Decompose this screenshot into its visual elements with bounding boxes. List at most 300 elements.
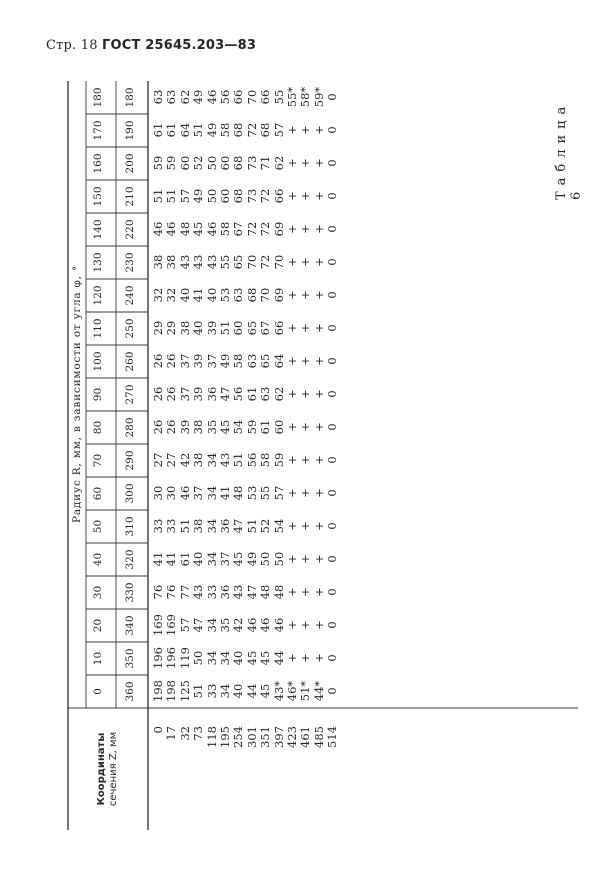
radius-value: 47 [217,386,232,402]
radius-value: 0 [325,126,340,134]
radius-column [152,575,339,609]
radius-value: + [311,389,326,399]
radius-value: 34 [217,683,232,699]
radius-value: + [298,554,313,564]
radius-value: 61 [258,419,273,435]
z-value: 514 [325,726,340,748]
radius-value: 70 [244,89,259,105]
radius-value: + [298,125,313,135]
radius-value: 50 [204,188,219,204]
radius-value: 34 [204,551,219,567]
radius-value: 49 [244,551,259,567]
radius-value: 38 [191,452,206,468]
radius-value: 51 [191,683,206,699]
radius-value: 46 [164,221,179,237]
stub-title [68,708,148,830]
radius-value: + [284,356,299,366]
angle-header-bottom: 240 [124,285,136,306]
radius-value: + [311,455,326,465]
radius-column [152,377,339,411]
radius-value: 39 [204,320,219,336]
radius-value: 59 [151,155,165,171]
radius-value: 26 [164,386,179,402]
radius-value: 46 [177,485,192,501]
radius-value: 45 [258,683,273,699]
radius-value: 125 [177,680,192,702]
radius-value: 58* [298,86,313,108]
radius-value: 48 [177,221,192,237]
radius-value: 0 [325,522,340,530]
radius-value: 65 [244,320,259,336]
radius-value: 37 [177,353,192,369]
radius-value: 45 [191,221,206,237]
z-value: 423 [284,726,299,748]
radius-value: 45 [231,551,246,567]
radius-value: 57 [177,617,192,633]
radius-value: + [311,554,326,564]
radius-value: 34 [217,650,232,666]
radius-value: 76 [164,584,179,600]
angle-header-bottom: 270 [124,384,136,405]
radius-value: 51 [151,188,165,204]
radius-value: 52 [191,155,206,171]
radius-value: 62 [271,155,286,171]
angle-header-bottom: 210 [124,186,136,207]
radius-value: 69 [271,221,286,237]
radius-value: 39 [177,419,192,435]
radius-value: 196 [151,647,165,669]
radius-value: 53 [217,287,232,303]
radius-value: 68 [231,155,246,171]
z-value: 254 [231,726,246,748]
radius-value: 58 [217,122,232,138]
radius-value: + [284,653,299,663]
radius-value: + [284,422,299,432]
radius-value: + [284,323,299,333]
radius-value: 39 [191,353,206,369]
radius-value: 56 [231,386,246,402]
radius-value: 42 [177,452,192,468]
angle-header-top: 20 [92,618,104,633]
angle-header-top: 170 [92,120,104,141]
angle-header-bottom: 350 [124,648,136,669]
radius-value: 33 [151,518,165,534]
radius-value: 68 [258,122,273,138]
radius-value: 26 [164,419,179,435]
radius-value: + [311,158,326,168]
radius-value: 0 [325,291,340,299]
radius-value: 43* [271,680,286,702]
radius-value: 37 [204,353,219,369]
radius-column [152,311,339,345]
angle-header-top: 0 [92,688,104,695]
radius-value: 72 [258,221,273,237]
angle-header-bottom: 280 [124,417,136,438]
radius-value: 35 [217,617,232,633]
radius-value: 38 [191,419,206,435]
radius-value: 44 [271,650,286,666]
radius-value: 70 [258,287,273,303]
radius-value: + [298,455,313,465]
radius-value: 46* [284,680,299,702]
radius-value: 34 [204,617,219,633]
radius-value: 27 [164,452,179,468]
radius-value: 55 [258,485,273,501]
radius-value: + [311,290,326,300]
radius-column [152,674,339,708]
radius-column [152,245,339,279]
radius-value: 26 [164,353,179,369]
radius-value: 34 [204,485,219,501]
radius-column [152,641,339,675]
radius-value: 37 [217,551,232,567]
radius-value: 60 [231,320,246,336]
radius-value: 72 [244,122,259,138]
radius-value: 0 [325,159,340,167]
radius-value: + [311,191,326,201]
radius-value: + [311,653,326,663]
radius-value: 51 [164,188,179,204]
radius-column [152,476,339,510]
radius-value: 72 [244,221,259,237]
angle-header-top: 160 [92,153,104,174]
radius-value: 40 [204,287,219,303]
radius-value: + [284,488,299,498]
radius-value: 46 [204,89,219,105]
angle-header-top: 80 [92,420,104,435]
radius-column [152,146,339,180]
radius-column [152,410,339,444]
radius-value: 40 [191,320,206,336]
radius-value: 45 [258,650,273,666]
radius-value: 49 [191,188,206,204]
z-value: 301 [244,726,259,748]
radius-value: 44 [244,683,259,699]
radius-value: + [284,125,299,135]
radius-value: 0 [325,192,340,200]
radius-value: 67 [231,221,246,237]
angle-header-top: 10 [92,651,104,666]
radius-value: 71 [258,155,273,171]
radius-value: 43 [191,584,206,600]
radius-value: 63 [231,287,246,303]
angle-header-bottom: 360 [124,681,136,702]
radius-value: 48 [231,485,246,501]
angle-header-top: 130 [92,252,104,273]
standard-number: ГОСТ 25645.203—83 [102,38,257,53]
radius-value: + [298,224,313,234]
radius-column [152,509,339,543]
radius-value: 61 [164,122,179,138]
radius-value: 57 [271,485,286,501]
radius-value: 53 [244,485,259,501]
radius-value: 61 [244,386,259,402]
radius-value: 26 [151,419,165,435]
radius-column [152,608,339,642]
radius-value: 54 [271,518,286,534]
radius-value: 29 [164,320,179,336]
radius-value: 67 [258,320,273,336]
radius-value: 0 [325,588,340,596]
radius-value: + [298,191,313,201]
radius-value: 61 [151,122,165,138]
angle-header-top: 50 [92,519,104,534]
radius-value: 51 [244,518,259,534]
radius-value: 73 [244,188,259,204]
radius-value: 46 [204,221,219,237]
radius-value: + [284,224,299,234]
radius-value: 55 [271,89,286,105]
radius-value: + [311,323,326,333]
radius-column [152,80,339,114]
radius-value: 51 [231,452,246,468]
radius-value: 63 [258,386,273,402]
radius-value: 59 [164,155,179,171]
radius-value: 48 [258,584,273,600]
radius-value: 62 [177,89,192,105]
radius-value: 0 [325,390,340,398]
radius-value: 52 [258,518,273,534]
radius-value: + [298,521,313,531]
radius-column [152,113,339,147]
radius-value: 62 [271,386,286,402]
radius-value: 59 [271,452,286,468]
angle-header-bottom: 230 [124,252,136,273]
radius-value: 73 [244,155,259,171]
angle-header-top: 100 [92,351,104,372]
angle-header-top: 110 [92,318,104,339]
radius-value: 169 [151,614,165,636]
radius-value: 59 [244,419,259,435]
radius-value: 0 [325,456,340,464]
angle-header-bottom: 260 [124,351,136,372]
page-header [46,38,256,53]
radius-value: 58 [258,452,273,468]
radius-value: 43 [204,254,219,270]
angle-header-bottom: 290 [124,450,136,471]
radius-value: 66 [271,188,286,204]
stub-title-line-1: Координаты [96,732,107,806]
radius-value: + [311,257,326,267]
radius-value: + [298,158,313,168]
angle-header-bottom: 330 [124,582,136,603]
radius-value: 64 [177,122,192,138]
radius-value: 38 [191,518,206,534]
radius-value: 47 [244,584,259,600]
radius-value: 34 [204,650,219,666]
radius-value: + [298,620,313,630]
radius-value: 43 [191,254,206,270]
angle-header-top: 30 [92,585,104,600]
radius-value: 51* [298,680,313,702]
angle-header-bottom: 320 [124,549,136,570]
angle-header-bottom: 300 [124,483,136,504]
radius-value: 69 [271,287,286,303]
z-value: 485 [311,726,326,748]
radius-value: + [298,290,313,300]
angle-header-top: 140 [92,219,104,240]
radius-value: 32 [164,287,179,303]
radius-value: 76 [151,584,165,600]
radius-value: 51 [217,320,232,336]
radius-value: 0 [325,555,340,563]
angle-header-bottom: 200 [124,153,136,174]
radius-value: 41 [191,287,206,303]
radius-value: 46 [258,617,273,633]
radius-value: + [311,587,326,597]
radius-value: 70 [244,254,259,270]
radius-value: 68 [231,188,246,204]
radius-value: + [311,422,326,432]
radius-value: 40 [177,287,192,303]
z-value: 118 [204,726,219,748]
radius-value: 38 [164,254,179,270]
radius-value: + [284,191,299,201]
radius-value: 68 [231,122,246,138]
radius-value: 36 [217,584,232,600]
radius-value: 68 [244,287,259,303]
radius-value: + [311,620,326,630]
radius-value: + [284,455,299,465]
radius-value: 60 [271,419,286,435]
radius-value: 57 [177,188,192,204]
radius-value: 46 [271,617,286,633]
radius-value: 60 [177,155,192,171]
angle-header-top: 60 [92,486,104,501]
radius-value: 60 [217,188,232,204]
z-coordinates [152,718,339,830]
radius-value: 198 [151,680,165,702]
radius-column [152,278,339,312]
angle-header-top: 40 [92,552,104,567]
radius-value: 49 [191,89,206,105]
radius-value: 29 [151,320,165,336]
radius-value: 55 [217,254,232,270]
radius-value: 43 [217,452,232,468]
radius-value: 43 [231,584,246,600]
radius-value: + [298,257,313,267]
radius-value: + [284,587,299,597]
radius-value: 119 [177,647,192,669]
angle-header-bottom: 220 [124,219,136,240]
angle-header-bottom: 250 [124,318,136,339]
z-value: 17 [164,726,179,741]
radius-value: 35 [204,419,219,435]
radius-value: + [311,488,326,498]
radius-value: + [298,356,313,366]
radius-value: 65 [258,353,273,369]
radius-value: 36 [217,518,232,534]
radius-value: 66 [271,320,286,336]
radius-value: 0 [325,258,340,266]
angle-header-top: 120 [92,285,104,306]
angle-header-bottom: 180 [124,87,136,108]
radius-value: 63 [244,353,259,369]
radius-value: 41 [151,551,165,567]
radius-value: 49 [204,122,219,138]
radius-value: + [284,257,299,267]
radius-value: 45 [217,419,232,435]
z-value: 195 [217,726,232,748]
radius-value: 40 [231,650,246,666]
radius-value: 0 [325,621,340,629]
radius-value: 66 [231,89,246,105]
radius-value: 63 [151,89,165,105]
radius-value: + [311,224,326,234]
radius-value: 56 [217,89,232,105]
radius-value: 36 [204,386,219,402]
radius-value: 30 [151,485,165,501]
radius-value: 34 [204,452,219,468]
radius-value: 48 [271,584,286,600]
angle-header-bottom: 310 [124,516,136,537]
radius-value: 38 [177,320,192,336]
radius-column [152,542,339,576]
z-value: 73 [191,726,206,741]
radius-value: 42 [231,617,246,633]
stub-title-line-2: сечения Z, мм [108,731,119,807]
radius-value: 50 [271,551,286,567]
radius-value: 0 [325,423,340,431]
table-caption: Таблица 6 [554,100,584,200]
radius-value: + [311,521,326,531]
radius-value: 77 [177,584,192,600]
radius-value: 33 [164,518,179,534]
angle-header-top: 150 [92,186,104,207]
radius-value: 49 [217,353,232,369]
radius-value: 45 [244,650,259,666]
radius-value: 51 [177,518,192,534]
angle-header-top: 90 [92,387,104,402]
radius-value: 196 [164,647,179,669]
radius-column [152,212,339,246]
radius-value: 66 [258,89,273,105]
radius-value: 64 [271,353,286,369]
radius-value: 72 [258,188,273,204]
radius-value: 0 [325,324,340,332]
radius-value: 47 [191,617,206,633]
radius-value: 39 [191,386,206,402]
radius-value: 54 [231,419,246,435]
radius-value: 41 [217,485,232,501]
radius-value: 46 [151,221,165,237]
radius-value: + [284,158,299,168]
radius-value: 41 [164,551,179,567]
radius-value: + [284,620,299,630]
radius-value: 27 [151,452,165,468]
z-value: 351 [258,726,273,748]
radius-value: 70 [271,254,286,270]
radius-value: 0 [325,225,340,233]
radius-column [152,443,339,477]
radius-value: + [298,488,313,498]
angle-header-top: 70 [92,453,104,468]
radius-value: 61 [177,551,192,567]
rotated-table [68,80,584,830]
radius-value: 40 [191,551,206,567]
page-number: Стр. 18 [46,38,98,53]
angle-header-top: 180 [92,87,104,108]
radius-value: + [311,356,326,366]
radius-value: + [284,389,299,399]
radius-value: 26 [151,353,165,369]
radius-value: 50 [204,155,219,171]
z-value: 397 [271,726,286,748]
radius-value: 47 [231,518,246,534]
radius-value: 50 [258,551,273,567]
radius-value: 37 [191,485,206,501]
radius-value: 30 [164,485,179,501]
